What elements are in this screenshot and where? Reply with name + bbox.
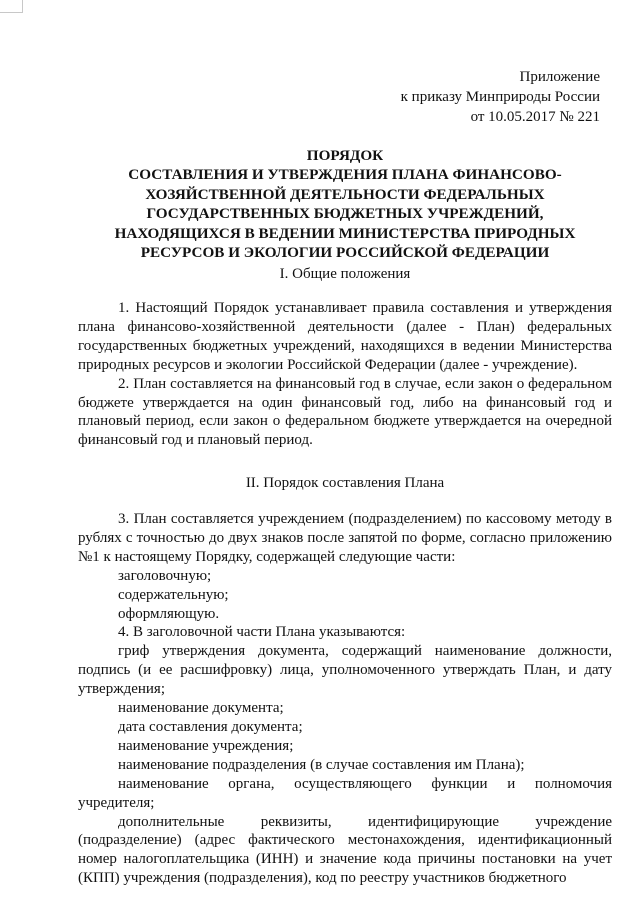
section-heading-plan-procedure: II. Порядок составления Плана xyxy=(245,475,445,491)
list-item: дата составления документа; xyxy=(118,718,303,735)
title-line-2: СОСТАВЛЕНИЯ И УТВЕРЖДЕНИЯ ПЛАНА ФИНАНСОВО- xyxy=(128,166,562,184)
section-general-body xyxy=(78,299,612,450)
scan-corner-mark xyxy=(0,0,23,13)
list-item: содержательную; xyxy=(118,586,229,603)
list-item: заголовочную; xyxy=(118,567,212,584)
title-line-5: НАХОДЯЩИХСЯ В ВЕДЕНИИ МИНИСТЕРСТВА ПРИРОДНЫХ xyxy=(114,224,576,242)
approval-line-2: к приказу Минприроды России xyxy=(400,89,600,105)
list-item: гриф утверждения документа, содержащий наименование должности, подпись (и ее расшифровку) лица, уполномоченного утверждать План, и дату утверждения; xyxy=(78,643,612,698)
approval-header xyxy=(401,67,600,127)
list-item: наименование документа; xyxy=(118,700,284,717)
approval-line-1: Приложение xyxy=(519,69,600,85)
paragraph-1: 1. Настоящий Порядок устанавливает правила составления и утверждения плана финансово-хозяйственной деятельности (далее - План) федеральных государственных бюджетных учреждений, находящихся в ведении Министерства природных ресурсов и экологии Российской Федерации (далее - учреждение). xyxy=(78,300,612,373)
paragraph-3: 3. План составляется учреждением (подразделением) по кассовому методу в рублях с точностью до двух знаков после запятой по форме, согласно приложению №1 к настоящему Порядку, содержащей следующие части: xyxy=(78,511,612,565)
document-title xyxy=(78,146,612,262)
paragraph-2: 2. План составляется на финансовый год в случае, если закон о федеральном бюджете утверждается на один финансовый год, либо на финансовый год и плановый период, если закон о федеральном бюджете утверждается на очередной финансовый год и плановый период. xyxy=(78,375,612,449)
section-plan-body xyxy=(78,510,612,888)
list-item: наименование учреждения; xyxy=(118,737,294,754)
list-item: дополнительные реквизиты, идентифицирующие учреждение (подразделение) (адрес фактического местонахождения, идентификационный номер налогоплательщика (ИНН) и значение кода причины постановки на учет (КПП) учреждения (подразделения), код по реестру участников бюджетного xyxy=(78,813,612,887)
list-item: оформляющую. xyxy=(118,605,220,622)
list-item: наименование подразделения (в случае составления им Плана); xyxy=(118,756,525,773)
title-line-3: ХОЗЯЙСТВЕННОЙ ДЕЯТЕЛЬНОСТИ ФЕДЕРАЛЬНЫХ xyxy=(145,185,545,203)
paragraph-4: 4. В заголовочной части Плана указываются: xyxy=(118,624,406,641)
section-heading-general: I. Общие положения xyxy=(279,266,411,282)
list-item: наименование органа, осуществляющего функции и полномочия учредителя; xyxy=(78,775,612,811)
title-line-6: РЕСУРСОВ И ЭКОЛОГИИ РОССИЙСКОЙ ФЕДЕРАЦИИ xyxy=(140,244,550,262)
title-line-1: ПОРЯДОК xyxy=(306,147,384,164)
approval-line-3: от 10.05.2017 № 221 xyxy=(470,109,600,125)
title-line-4: ГОСУДАРСТВЕННЫХ БЮДЖЕТНЫХ УЧРЕЖДЕНИЙ, xyxy=(146,205,544,223)
